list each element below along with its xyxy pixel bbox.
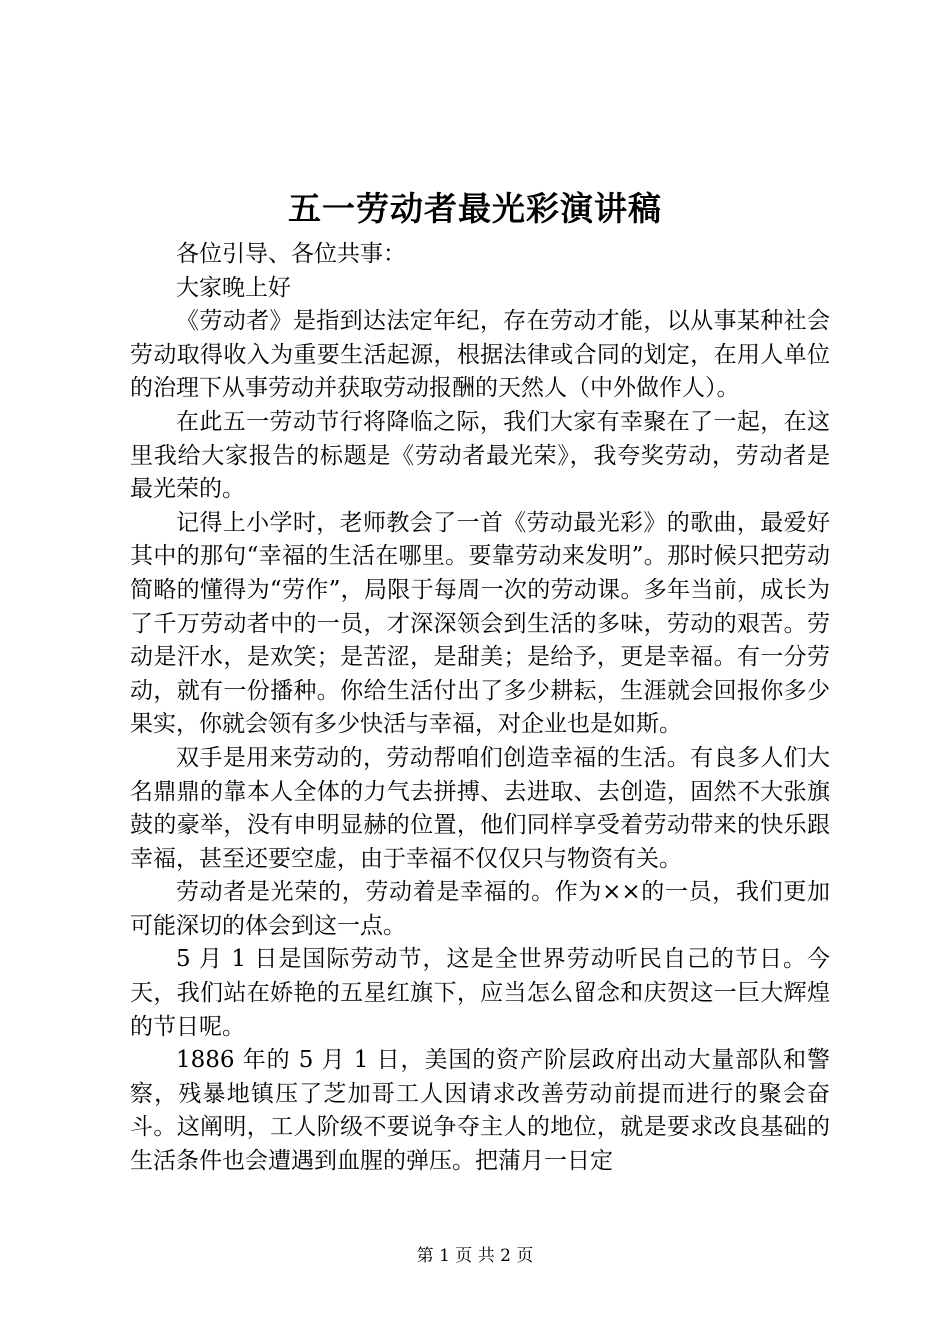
paragraph: 《劳动者》是指到达法定年纪，存在劳动才能，以从事某种社会劳动取得收入为重要生活起源，根据法律或合同的划定，在用人单位的治理下从事劳动并获取劳动报酬的天然人（中外做作人）。 (130, 308, 830, 402)
page-number: 第 1 页 共 2 页 (416, 1246, 534, 1266)
paragraph: 劳动者是光荣的，劳动着是幸福的。作为××的一员，我们更加可能深切的体会到这一点。 (130, 879, 830, 939)
paragraph: 1886 年的 5 月 1 日，美国的资产阶层政府出动大量部队和警察，残暴地镇压了芝加哥工人因请求改善劳动前提而进行的聚会奋斗。这阐明，工人阶级不要说争夺主人的地位，就是要求改良基础的生活条件也会遭遇到血腥的弹压。把蒲月一日定 (130, 1047, 830, 1175)
document-title: 五一劳动者最光彩演讲稿 (288, 189, 662, 228)
paragraph: 在此五一劳动节行将降临之际，我们大家有幸聚在了一起，在这里我给大家报告的标题是《劳动者最光荣》，我夸奖劳动，劳动者是最光荣的。 (130, 408, 830, 503)
paragraph: 5 月 1 日是国际劳动节，这是全世界劳动听民自己的节日。今天，我们站在娇艳的五星红旗下，应当怎么留念和庆贺这一巨大辉煌的节日呢。 (130, 946, 830, 1040)
paragraph: 记得上小学时，老师教会了一首《劳动最光彩》的歌曲，最爱好其中的那句“幸福的生活在哪里。要靠劳动来发明”。那时候只把劳动简略的懂得为“劳作”，局限于每周一次的劳动课。多年当前，成长为了千万劳动者中的一员，才深深领会到生活的多味，劳动的艰苦。劳动是汗水，是欢笑；是苦涩，是甜美；是给予，更是幸福。有一分劳动，就有一份播种。你给生活付出了多少耕耘，生涯就会回报你多少果实，你就会领有多少快活与幸福，对企业也是如斯。 (130, 509, 830, 738)
document-body (130, 238, 830, 1179)
paragraph: 双手是用来劳动的，劳动帮咱们创造幸福的生活。有良多人们大名鼎鼎的靠本人全体的力气去拼搏、去进取、去创造，固然不大张旗鼓的豪举，没有申明显赫的位置，他们同样享受着劳动带来的快乐跟幸福，甚至还要空虚，由于幸福不仅仅只与物资有关。 (130, 744, 830, 872)
paragraph-salutation: 大家晚上好 (176, 274, 291, 301)
paragraph-greeting: 各位引导、各位共事： (176, 241, 406, 267)
